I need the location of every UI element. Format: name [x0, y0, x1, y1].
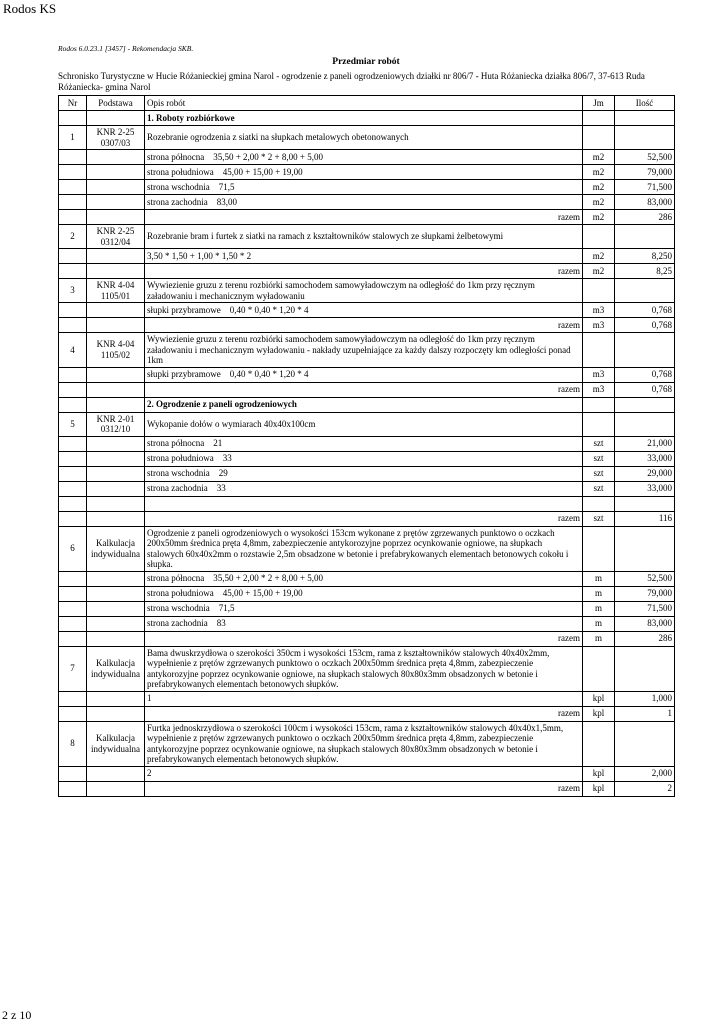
quantity-cell: 2	[615, 781, 675, 796]
position-row	[59, 646, 675, 691]
unit-cell: m	[583, 616, 615, 631]
quantity-cell: 33,000	[615, 481, 675, 496]
total-label: razem	[145, 631, 583, 646]
position-number: 5	[59, 412, 87, 436]
quantity-cell: 71,500	[615, 601, 675, 616]
measurement-text: strona północna 21	[145, 436, 583, 451]
measurement-row	[59, 451, 675, 466]
quantity-cell: 52,500	[615, 150, 675, 165]
empty-cell	[59, 150, 87, 165]
quantity-cell: 8,250	[615, 249, 675, 264]
total-row	[59, 382, 675, 397]
unit-cell: szt	[583, 436, 615, 451]
empty-cell	[59, 165, 87, 180]
empty-cell	[59, 481, 87, 496]
unit-cell: m2	[583, 165, 615, 180]
empty-cell	[87, 180, 145, 195]
quantity-cell: 71,500	[615, 180, 675, 195]
position-number: 2	[59, 225, 87, 249]
empty-cell	[615, 111, 675, 126]
empty-cell	[87, 511, 145, 526]
empty-cell	[87, 303, 145, 318]
empty-cell	[59, 781, 87, 796]
empty-cell	[87, 210, 145, 225]
quantity-cell: 0,768	[615, 318, 675, 333]
empty-cell	[615, 225, 675, 249]
position-row	[59, 126, 675, 150]
measurement-text: strona zachodnia 83	[145, 616, 583, 631]
quantity-cell: 116	[615, 511, 675, 526]
unit-cell: m2	[583, 150, 615, 165]
measurement-text: strona wschodnia 29	[145, 466, 583, 481]
position-basis: KNR 4-04 1105/01	[87, 279, 145, 303]
position-description: Rozebranie bram i furtek z siatki na ramach z kształtowników stalowych ze słupkami żelbetowymi	[145, 225, 583, 249]
unit-cell: m2	[583, 249, 615, 264]
position-row	[59, 526, 675, 571]
empty-cell	[59, 210, 87, 225]
measurement-row	[59, 367, 675, 382]
position-number: 7	[59, 646, 87, 691]
measurement-text: strona wschodnia 71,5	[145, 180, 583, 195]
measurement-row	[59, 601, 675, 616]
measurement-text: strona zachodnia 83,00	[145, 195, 583, 210]
measurement-row	[59, 150, 675, 165]
estimate-table-body	[59, 96, 675, 797]
empty-cell	[583, 333, 615, 368]
document-sheet	[58, 44, 674, 797]
empty-cell	[87, 571, 145, 586]
measurement-row	[59, 303, 675, 318]
empty-cell	[87, 318, 145, 333]
app-title: Rodos KS	[3, 1, 57, 16]
total-row	[59, 511, 675, 526]
position-row	[59, 333, 675, 368]
measurement-row	[59, 249, 675, 264]
unit-cell: m2	[583, 210, 615, 225]
unit-cell: m2	[583, 180, 615, 195]
empty-cell	[59, 571, 87, 586]
total-label: razem	[145, 210, 583, 225]
position-number: 4	[59, 333, 87, 368]
empty-cell	[583, 496, 615, 511]
measurement-text: strona południowa 45,00 + 15,00 + 19,00	[145, 165, 583, 180]
col-header-opis: Opis robót	[145, 96, 583, 111]
total-label: razem	[145, 382, 583, 397]
quantity-cell: 8,25	[615, 264, 675, 279]
col-header-nr: Nr	[59, 96, 87, 111]
empty-cell	[583, 111, 615, 126]
measurement-row	[59, 586, 675, 601]
empty-cell	[87, 481, 145, 496]
empty-cell	[87, 451, 145, 466]
empty-cell	[59, 706, 87, 721]
empty-cell	[583, 646, 615, 691]
total-row	[59, 631, 675, 646]
empty-cell	[87, 397, 145, 412]
measurement-row	[59, 195, 675, 210]
position-number: 3	[59, 279, 87, 303]
total-row	[59, 318, 675, 333]
total-row	[59, 706, 675, 721]
empty-cell	[87, 436, 145, 451]
unit-cell: kpl	[583, 691, 615, 706]
measurement-row	[59, 571, 675, 586]
measurement-row	[59, 466, 675, 481]
empty-cell	[59, 382, 87, 397]
total-label: razem	[145, 511, 583, 526]
total-row	[59, 264, 675, 279]
empty-cell	[583, 279, 615, 303]
position-basis: KNR 2-01 0312/10	[87, 412, 145, 436]
measurement-row	[59, 436, 675, 451]
position-basis: Kalkulacja indywidualna	[87, 721, 145, 766]
unit-cell: kpl	[583, 781, 615, 796]
unit-cell: m3	[583, 318, 615, 333]
empty-cell	[59, 511, 87, 526]
empty-cell	[59, 180, 87, 195]
project-description: Schronisko Turystyczne w Hucie Różanieckiej gmina Narol - ogrodzenie z paneli ogrodzeniowych działki nr 806/7 - Huta Różaniecka działka 806/7, 37-613 Ruda Różaniecka- gmina Narol	[58, 71, 645, 92]
unit-cell: m2	[583, 264, 615, 279]
measurement-text: słupki przybramowe 0,40 * 0,40 * 1,20 * 4	[145, 303, 583, 318]
empty-cell	[583, 397, 615, 412]
col-header-ilosc: Ilość	[615, 96, 675, 111]
total-label: razem	[145, 781, 583, 796]
position-description: Wykopanie dołów o wymiarach 40x40x100cm	[145, 412, 583, 436]
measurement-row	[59, 766, 675, 781]
unit-cell: m3	[583, 303, 615, 318]
unit-cell: m3	[583, 367, 615, 382]
empty-cell	[87, 466, 145, 481]
measurement-text: strona południowa 45,00 + 15,00 + 19,00	[145, 586, 583, 601]
empty-cell	[59, 318, 87, 333]
empty-cell	[87, 766, 145, 781]
total-label: razem	[145, 264, 583, 279]
blank-row	[59, 496, 675, 511]
position-number: 1	[59, 126, 87, 150]
measurement-text: 1	[145, 691, 583, 706]
empty-cell	[583, 526, 615, 571]
empty-cell	[87, 706, 145, 721]
unit-cell: m	[583, 571, 615, 586]
quantity-cell: 2,000	[615, 766, 675, 781]
empty-cell	[615, 496, 675, 511]
empty-cell	[59, 249, 87, 264]
empty-cell	[615, 126, 675, 150]
measurement-text: strona zachodnia 33	[145, 481, 583, 496]
measurement-text: strona północna 35,50 + 2,00 * 2 + 8,00 + 5,00	[145, 571, 583, 586]
quantity-cell: 29,000	[615, 466, 675, 481]
position-description: Wywiezienie gruzu z terenu rozbiórki samochodem samowyładowczym na odległość do 1km przy ręcznym załadowaniu i mechanicznym wyładowaniu - nakłady uzupełniające za każdy dalszy rozpoczęty km odległości ponad 1km	[145, 333, 583, 368]
position-row	[59, 412, 675, 436]
empty-cell	[615, 333, 675, 368]
total-row	[59, 210, 675, 225]
unit-cell: szt	[583, 481, 615, 496]
empty-cell	[59, 303, 87, 318]
unit-cell: m3	[583, 382, 615, 397]
table-header-row	[59, 96, 675, 111]
unit-cell: kpl	[583, 766, 615, 781]
unit-cell: kpl	[583, 706, 615, 721]
quantity-cell: 0,768	[615, 382, 675, 397]
empty-cell	[87, 150, 145, 165]
empty-cell	[583, 225, 615, 249]
empty-cell	[59, 496, 87, 511]
measurement-row	[59, 481, 675, 496]
empty-cell	[615, 526, 675, 571]
section-title: 2. Ogrodzenie z paneli ogrodzeniowych	[145, 397, 583, 412]
empty-cell	[145, 496, 583, 511]
quantity-cell: 79,000	[615, 165, 675, 180]
col-header-jm: Jm	[583, 96, 615, 111]
total-label: razem	[145, 706, 583, 721]
empty-cell	[87, 249, 145, 264]
empty-cell	[59, 111, 87, 126]
position-description: Furtka jednoskrzydłowa o szerokości 100cm i wysokości 153cm, rama z kształtowników stalowych 40x40x1,5mm, wypełnienie z prętów zgrzewanych punktowo o oczkach 200x50mm średnica pręta 4,8mm, zabezpieczenie antykorozyjne poprzez ocynkowanie ogniowe, na słupkach stalowych 80x80x3mm obsadzonych w betonie i prefabrykowanych elementach betonowych słupków.	[145, 721, 583, 766]
unit-cell: szt	[583, 451, 615, 466]
position-basis: KNR 4-04 1105/02	[87, 333, 145, 368]
total-label: razem	[145, 318, 583, 333]
col-header-podstawa: Podstawa	[87, 96, 145, 111]
position-description: Bama dwuskrzydłowa o szerokości 350cm i wysokości 153cm, rama z kształtowników stalowych 40x40x2mm, wypełnienie z prętów zgrzewanych punktowo o oczkach 200x50mm średnica pręta 4,8mm, zabezpieczenie antykorozyjne poprzez ocynkowanie ogniowe, na słupkach stalowych 80x80x3mm obsadzonych w betonie i prefabrykowanych elementach betonowych słupków.	[145, 646, 583, 691]
quantity-cell: 79,000	[615, 586, 675, 601]
empty-cell	[59, 195, 87, 210]
measurement-text: strona północna 35,50 + 2,00 * 2 + 8,00 + 5,00	[145, 150, 583, 165]
empty-cell	[59, 616, 87, 631]
position-basis: KNR 2-25 0312/04	[87, 225, 145, 249]
quantity-cell: 33,000	[615, 451, 675, 466]
empty-cell	[87, 586, 145, 601]
measurement-row	[59, 616, 675, 631]
quantity-cell: 83,000	[615, 195, 675, 210]
empty-cell	[615, 721, 675, 766]
quantity-cell: 0,768	[615, 303, 675, 318]
measurement-text: słupki przybramowe 0,40 * 0,40 * 1,20 * 4	[145, 367, 583, 382]
empty-cell	[87, 631, 145, 646]
empty-cell	[59, 451, 87, 466]
measurement-row	[59, 165, 675, 180]
empty-cell	[583, 412, 615, 436]
empty-cell	[59, 466, 87, 481]
empty-cell	[87, 382, 145, 397]
empty-cell	[87, 195, 145, 210]
quantity-cell: 52,500	[615, 571, 675, 586]
empty-cell	[87, 264, 145, 279]
unit-cell: m	[583, 631, 615, 646]
measurement-text: 2	[145, 766, 583, 781]
quantity-cell: 286	[615, 210, 675, 225]
position-number: 8	[59, 721, 87, 766]
quantity-cell: 0,768	[615, 367, 675, 382]
section-row	[59, 397, 675, 412]
position-row	[59, 279, 675, 303]
empty-cell	[87, 496, 145, 511]
quantity-cell: 1	[615, 706, 675, 721]
empty-cell	[59, 436, 87, 451]
empty-cell	[59, 691, 87, 706]
empty-cell	[87, 616, 145, 631]
position-basis: KNR 2-25 0307/03	[87, 126, 145, 150]
unit-cell: m	[583, 586, 615, 601]
empty-cell	[59, 631, 87, 646]
position-basis: Kalkulacja indywidualna	[87, 646, 145, 691]
measurement-row	[59, 691, 675, 706]
position-row	[59, 721, 675, 766]
unit-cell: szt	[583, 466, 615, 481]
empty-cell	[87, 601, 145, 616]
section-row	[59, 111, 675, 126]
estimate-table	[58, 95, 675, 797]
position-basis: Kalkulacja indywidualna	[87, 526, 145, 571]
empty-cell	[583, 721, 615, 766]
empty-cell	[615, 397, 675, 412]
empty-cell	[615, 279, 675, 303]
quantity-cell: 83,000	[615, 616, 675, 631]
quantity-cell: 286	[615, 631, 675, 646]
document-title: Przedmiar robót	[332, 57, 400, 67]
unit-cell: m2	[583, 195, 615, 210]
empty-cell	[87, 367, 145, 382]
position-description: Wywiezienie gruzu z terenu rozbiórki samochodem samowyładowczym na odległość do 1km przy ręcznym załadowaniu i mechanicznym wyładowaniu	[145, 279, 583, 303]
empty-cell	[59, 397, 87, 412]
page-number: 2 z 10	[2, 1008, 32, 1022]
empty-cell	[87, 111, 145, 126]
empty-cell	[583, 126, 615, 150]
section-title: 1. Roboty rozbiórkowe	[145, 111, 583, 126]
empty-cell	[87, 781, 145, 796]
empty-cell	[87, 165, 145, 180]
empty-cell	[615, 646, 675, 691]
empty-cell	[59, 586, 87, 601]
unit-cell: szt	[583, 511, 615, 526]
empty-cell	[59, 367, 87, 382]
position-row	[59, 225, 675, 249]
position-description: Ogrodzenie z paneli ogrodzeniowych o wysokości 153cm wykonane z prętów zgrzewanych punktowo o oczkach 200x50mm średnica pręta 4,8mm, zabezpieczenie antykorozyjne poprzez ocynkowanie ogniowe, na słupkach stalowych 60x40x2mm o rozstawie 2,5m obsadzone w betonie i prefabrykowanych elementach betonowych cokołu i słupka.	[145, 526, 583, 571]
position-description: Rozebranie ogrodzenia z siatki na słupkach metalowych obetonowanych	[145, 126, 583, 150]
measurement-text: 3,50 * 1,50 + 1,00 * 1,50 * 2	[145, 249, 583, 264]
quantity-cell: 21,000	[615, 436, 675, 451]
measurement-row	[59, 180, 675, 195]
software-version: Rodos 6.0.23.1 [3457] - Rekomendacja SKB.	[58, 44, 194, 53]
empty-cell	[59, 264, 87, 279]
empty-cell	[615, 412, 675, 436]
unit-cell: m	[583, 601, 615, 616]
empty-cell	[59, 601, 87, 616]
measurement-text: strona południowa 33	[145, 451, 583, 466]
measurement-text: strona wschodnia 71,5	[145, 601, 583, 616]
empty-cell	[59, 766, 87, 781]
total-row	[59, 781, 675, 796]
quantity-cell: 1,000	[615, 691, 675, 706]
empty-cell	[87, 691, 145, 706]
position-number: 6	[59, 526, 87, 571]
